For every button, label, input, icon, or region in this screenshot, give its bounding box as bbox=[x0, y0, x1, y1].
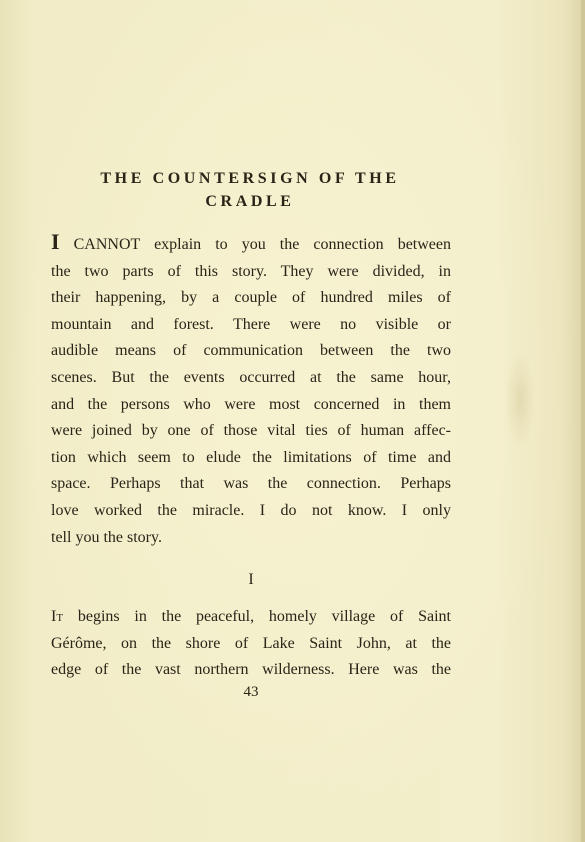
paragraph-line: their happening, by a couple of hundred miles of bbox=[51, 289, 451, 307]
first-line-text: begins in the peaceful, homely village of Saint bbox=[63, 608, 451, 625]
paper-stain bbox=[505, 350, 535, 450]
paragraph-line: tion which seem to elude the limitations of time and bbox=[51, 448, 451, 466]
section-paragraph bbox=[51, 604, 451, 684]
paragraph-line: edge of the vast northern wilderness. Here was the bbox=[51, 661, 451, 679]
paragraph-line: the two parts of this story. They were divided, in bbox=[51, 262, 451, 280]
opening-paragraph bbox=[51, 229, 451, 551]
chapter-title-line-1: THE COUNTERSIGN OF THE bbox=[100, 170, 400, 187]
paragraph-line: Gérôme, on the shore of Lake Saint John, at the bbox=[51, 634, 451, 652]
page-edge bbox=[581, 0, 585, 842]
paragraph-line: and the persons who were most concerned in them bbox=[51, 395, 451, 413]
paragraph-line: mountain and forest. There were no visible or bbox=[51, 315, 451, 333]
chapter-title-line-2: CRADLE bbox=[205, 193, 295, 210]
paragraph-line bbox=[51, 229, 451, 259]
paragraph-line: space. Perhaps that was the connection. Perhaps bbox=[51, 475, 451, 493]
section-numeral: I bbox=[248, 571, 254, 588]
paragraph-line: were joined by one of those vital ties of human affec- bbox=[51, 422, 451, 440]
paragraph-line: love worked the miracle. I do not know. I only bbox=[51, 501, 451, 519]
page-number: 43 bbox=[243, 684, 259, 700]
paragraph-line bbox=[51, 604, 451, 631]
lead-word: It bbox=[51, 608, 64, 625]
paragraph-line: tell you the story. bbox=[51, 528, 162, 546]
paragraph-line: audible means of communication between the two bbox=[51, 342, 451, 360]
drop-cap: I bbox=[51, 229, 60, 254]
paragraph-line: scenes. But the events occurred at the same hour, bbox=[51, 368, 451, 386]
first-line-text: CANNOT explain to you the connection between bbox=[59, 236, 451, 253]
